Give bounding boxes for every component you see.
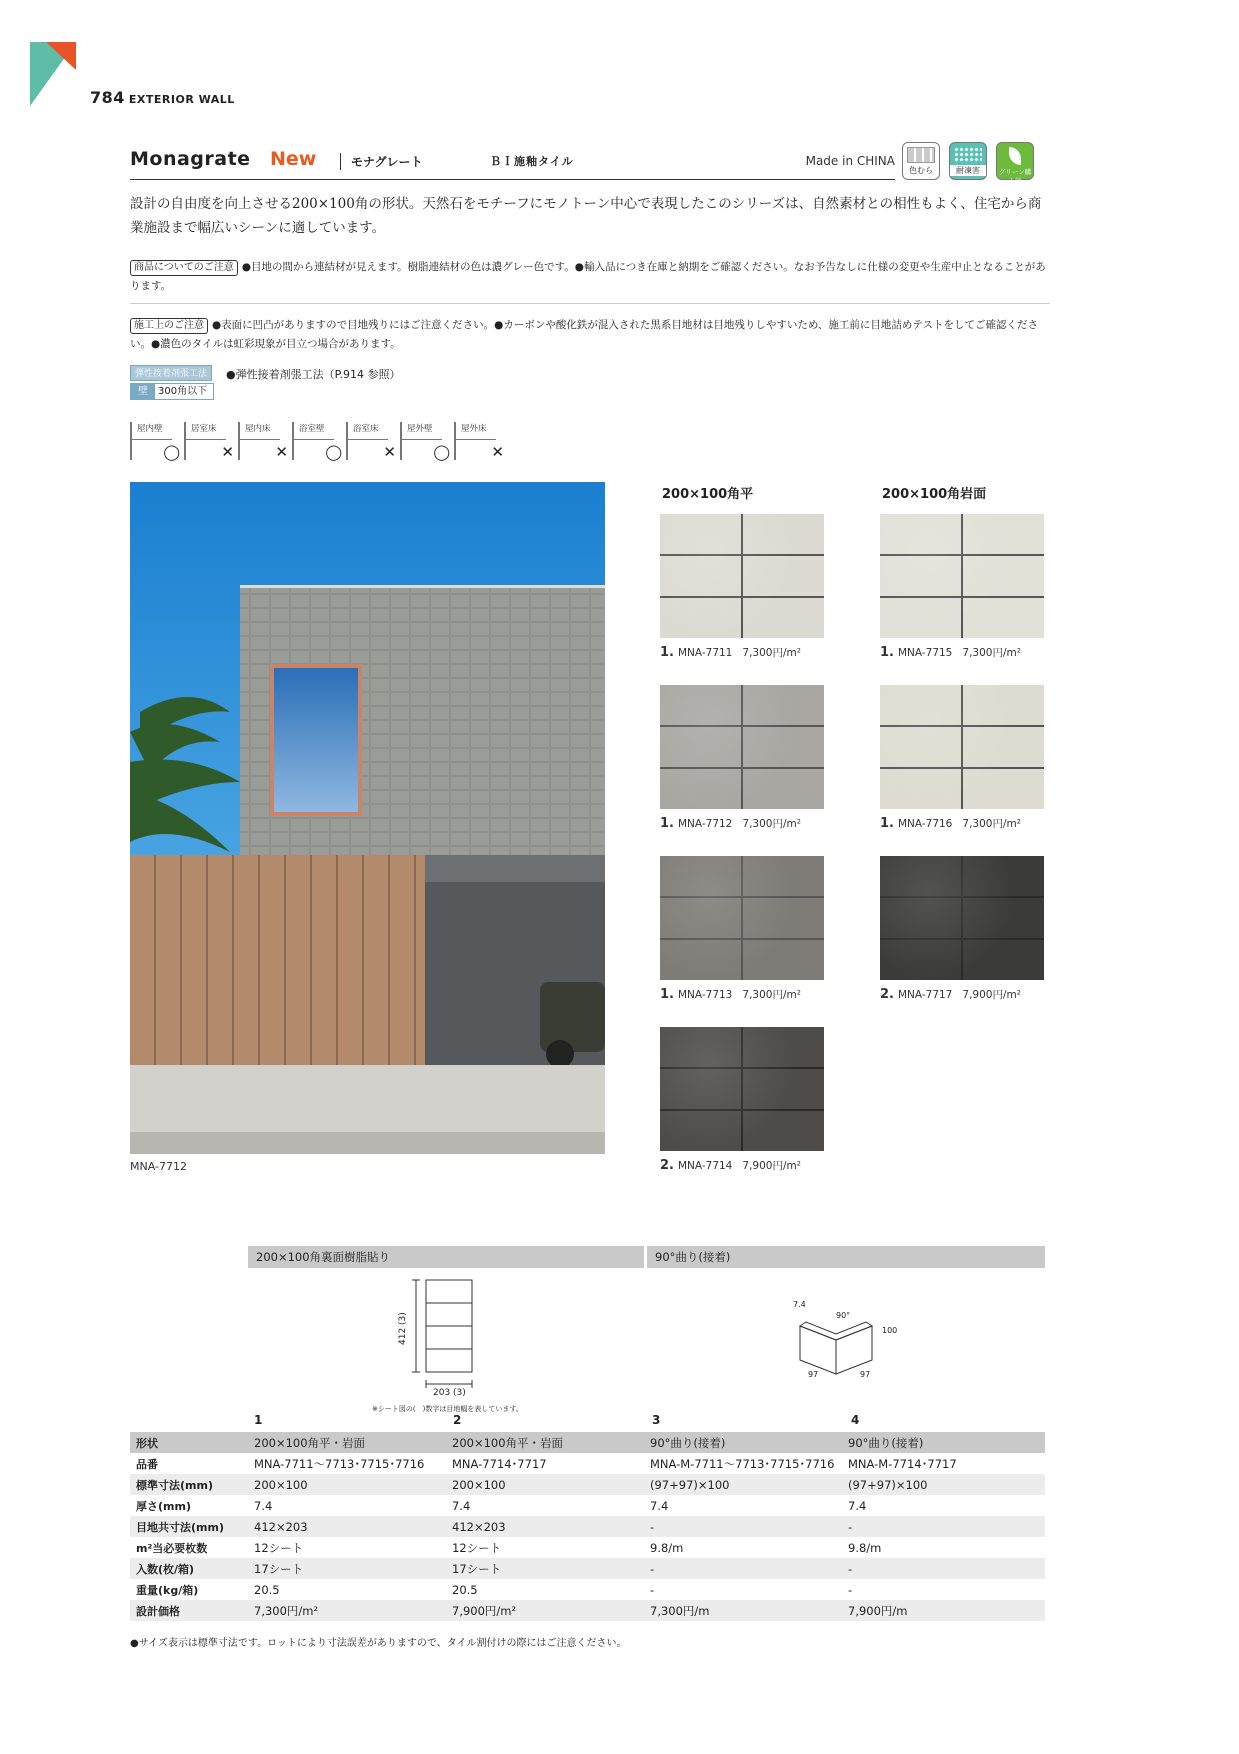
corner-height-label: 100 (882, 1326, 898, 1335)
table-row (130, 1474, 1045, 1495)
table-cell: 200×100 (246, 1474, 444, 1495)
method-text: ●弾性接着剤張工法（P.914 参照） (226, 368, 401, 381)
table-cell: 200×100角平・岩面 (444, 1432, 642, 1453)
table-cell: 20.5 (452, 1582, 478, 1597)
building-photo (130, 482, 605, 1154)
row-header: 標準寸法(mm) (130, 1474, 246, 1495)
table-row (130, 1453, 1045, 1474)
row-header: 品番 (136, 1457, 158, 1471)
table-row (130, 1432, 1045, 1453)
brand-name: Monagrate (130, 148, 251, 170)
column-title-flat: 200×100角平 (662, 487, 754, 502)
table-cell: - (642, 1558, 840, 1579)
usage-item: 屋内壁 ◯ (130, 422, 182, 460)
table-row (130, 1600, 1045, 1621)
table-cell: MNA-7711～7713･7715･7716 (254, 1456, 425, 1471)
tile-swatch (660, 1027, 824, 1151)
tile-swatch (880, 685, 1044, 809)
frost-resistant-icon: 耐凍害 (949, 142, 987, 180)
row-header: 入数(枚/箱) (130, 1558, 246, 1579)
sheet-note: ※シート図の( )数字は目地幅を表しています。 (372, 1405, 523, 1413)
table-row (130, 1558, 1045, 1579)
product-note: 商品についてのご注意 ●目地の間から連結材が見えます。樹脂連結材の色は濃グレー色です。●輸入品につき在庫と納期をご確認ください。なお予告なしに仕様の変更や生産中止となることがあります。 (130, 261, 1046, 292)
tile-swatch (880, 514, 1044, 638)
table-cell: 7,900円/m² (444, 1600, 642, 1621)
table-cell: 7.4 (254, 1498, 273, 1513)
page-number: 784 EXTERIOR WALL (90, 88, 235, 107)
column-number: 1 (254, 1413, 263, 1427)
corner-decoration (30, 42, 76, 106)
row-header: m²当必要枚数 (136, 1541, 208, 1555)
column-number: 3 (652, 1413, 661, 1427)
table-cell: 17シート (444, 1558, 642, 1579)
table-cell: 12シート (452, 1540, 502, 1555)
swatch-caption: 2. MNA-7717 7,900円/m² (880, 987, 1021, 1002)
table-row (130, 1495, 1045, 1516)
table-cell: 12シート (254, 1540, 304, 1555)
table-cell: 90°曲り(接着) (840, 1432, 1045, 1453)
color-variation-icon: 色むら (902, 142, 940, 180)
sheet-diagram (400, 1272, 480, 1400)
swatch-caption: 1. MNA-7711 7,300円/m² (660, 645, 801, 660)
note-tag: 商品についてのご注意 (130, 260, 238, 276)
table-cell: 7,300円/m² (246, 1600, 444, 1621)
table-cell: 7,300円/m (642, 1600, 840, 1621)
table-cell: - (840, 1558, 1045, 1579)
swatch-caption: 1. MNA-7715 7,300円/m² (880, 645, 1021, 660)
table-cell: 412×203 (246, 1516, 444, 1537)
tile-swatch (880, 856, 1044, 980)
table-row (130, 1516, 1045, 1537)
table-cell: - (642, 1516, 840, 1537)
usage-item: 屋外壁 ◯ (400, 422, 452, 460)
tile-swatch (660, 856, 824, 980)
table-cell: MNA-7714･7717 (452, 1456, 547, 1471)
table-cell: 9.8/m (650, 1540, 684, 1555)
note-tag: 施工上のご注意 (130, 318, 208, 334)
sheet-height-label: 412 (3) (398, 1312, 408, 1345)
usage-item: 浴室床 ✕ (346, 422, 398, 460)
table-cell: 412×203 (444, 1516, 642, 1537)
table-cell: 7.4 (650, 1498, 669, 1513)
table-cell: 200×100角平・岩面 (246, 1432, 444, 1453)
new-label: New (270, 148, 317, 170)
usage-item: 屋外床 ✕ (454, 422, 506, 460)
swatch-caption: 1. MNA-7716 7,300円/m² (880, 816, 1021, 831)
sheet-width-label: 203 (3) (433, 1388, 466, 1398)
corner-thickness-label: 7.4 (793, 1300, 806, 1309)
table-row (130, 1579, 1045, 1600)
table-cell: 7.4 (848, 1498, 867, 1513)
divider (130, 303, 1050, 304)
table-cell: 20.5 (254, 1582, 280, 1597)
column-number: 4 (851, 1413, 860, 1427)
tile-swatch (660, 514, 824, 638)
row-header: 厚さ(mm) (136, 1499, 191, 1513)
table-cell: - (650, 1582, 655, 1597)
usage-chart (130, 422, 508, 460)
swatch-caption: 2. MNA-7714 7,900円/m² (660, 1158, 801, 1173)
table-cell: 17シート (246, 1558, 444, 1579)
swatch-caption: 1. MNA-7712 7,300円/m² (660, 816, 801, 831)
sheet-shape-title: 200×100角裏面樹脂貼り (248, 1246, 644, 1268)
corner-shape-title: 90°曲り(接着) (647, 1246, 1045, 1268)
method-badge: 弾性接着剤張工法 壁 300角以下 (130, 365, 214, 400)
row-header: 重量(kg/箱) (136, 1583, 199, 1597)
table-cell: 90°曲り(接着) (642, 1432, 840, 1453)
usage-item: 浴室壁 ◯ (292, 422, 344, 460)
tile-swatch (660, 685, 824, 809)
table-cell: - (848, 1582, 853, 1597)
table-cell: (97+97)×100 (840, 1474, 1045, 1495)
swatch-caption: 1. MNA-7713 7,300円/m² (660, 987, 801, 1002)
section-title: EXTERIOR WALL (128, 93, 235, 106)
row-header: 設計価格 (130, 1600, 246, 1621)
spec-table (130, 1432, 1045, 1621)
row-header: 形状 (130, 1432, 246, 1453)
column-number: 2 (453, 1413, 462, 1427)
table-cell: - (840, 1516, 1045, 1537)
table-cell: 200×100 (444, 1474, 642, 1495)
table-cell: MNA-M-7714･7717 (848, 1456, 957, 1471)
footnote: ●サイズ表示は標準寸法です。ロットにより寸法誤差がありますので、タイル割付けの際にはご注意ください。 (130, 1638, 627, 1649)
column-title-rock: 200×100角岩面 (882, 487, 987, 502)
construction-note: 施工上のご注意 ●表面に凹凸がありますので目地残りにはご注意ください。●カーボンや酸化鉄が混入された黒系目地材は目地残りしやすいため、施工前に目地詰めテストをしてご確認ください。●濃色のタイルは虹彩現象が目立つ場合があります。 (130, 319, 1038, 350)
corner-angle-label: 90° (836, 1311, 851, 1320)
green-purchase-icon: グリーン購入法 (996, 142, 1034, 180)
made-in: Made in CHINA (805, 154, 895, 168)
usage-item: 屋内床 ✕ (238, 422, 290, 460)
table-cell: (97+97)×100 (642, 1474, 840, 1495)
corner-width-label: 97 (808, 1370, 819, 1379)
table-cell: 7.4 (452, 1498, 471, 1513)
usage-item: 居室床 ✕ (184, 422, 236, 460)
product-type: ＢＩ施釉タイル (490, 155, 574, 168)
table-cell: MNA-M-7711～7713･7715･7716 (650, 1456, 835, 1471)
table-cell: 7,900円/m (840, 1600, 1045, 1621)
intro-text: 設計の自由度を向上させる200×100角の形状。天然石をモチーフにモノトーン中心で表現したこのシリーズは、自然素材との相性もよく、住宅から商業施設まで幅広いシーンに適しています。 (130, 196, 1042, 236)
product-header (130, 146, 895, 180)
table-cell: 9.8/m (848, 1540, 882, 1555)
corner-width-label: 97 (860, 1370, 871, 1379)
product-kana: モナグレート (340, 153, 423, 170)
table-row (130, 1537, 1045, 1558)
photo-caption: MNA-7712 (130, 1160, 187, 1173)
row-header: 目地共寸法(mm) (130, 1516, 246, 1537)
